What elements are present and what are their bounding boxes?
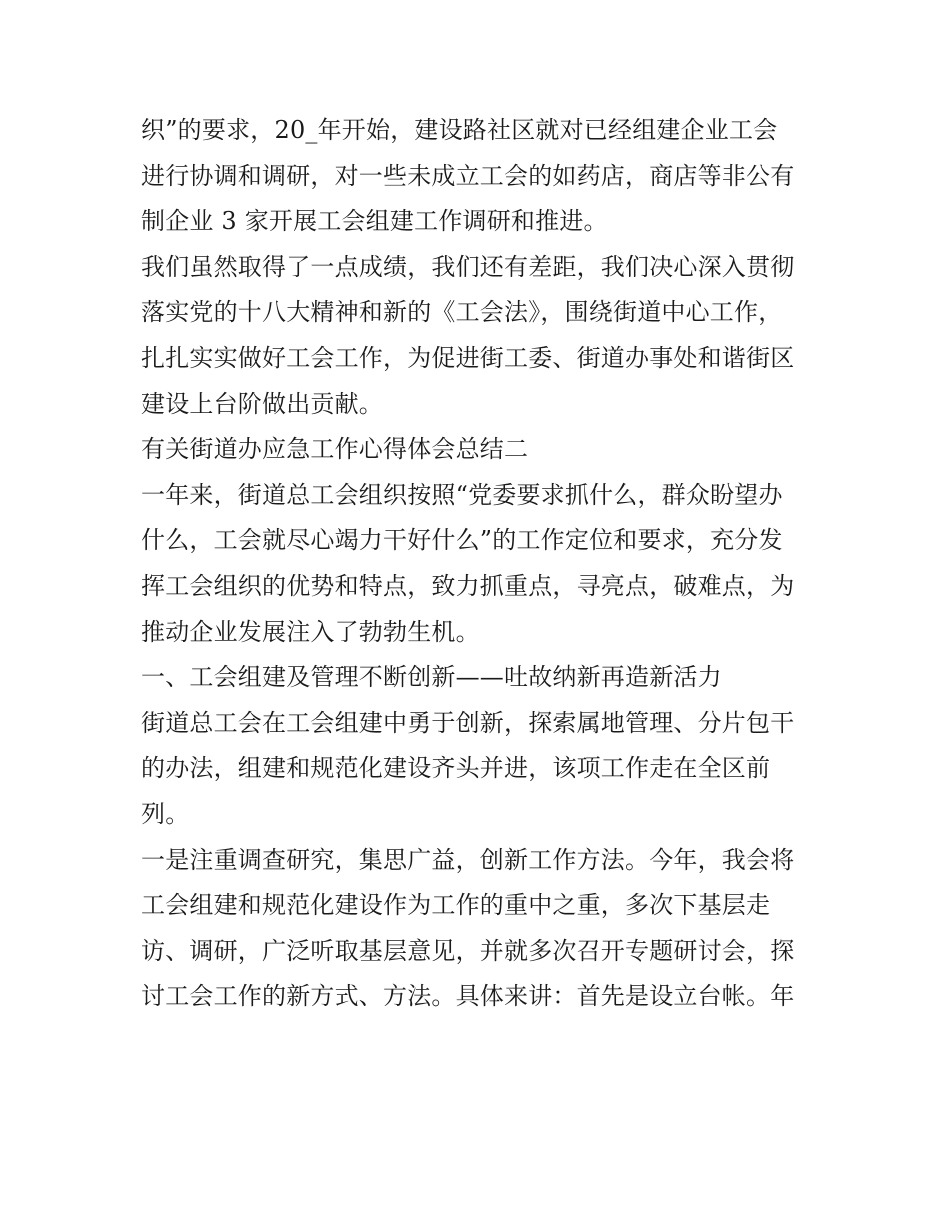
paragraph-line: 织”的要求，20_年开始，建设路社区就对已经组建企业工会 [141,116,778,144]
paragraph-line: 我们虽然取得了一点成绩，我们还有差距，我们决心深入贯彻 [141,252,795,281]
paragraph-line: 什么，工会就尽心竭力干好什么”的工作定位和要求，充分发 [141,526,783,555]
paragraph-line: 列。 [141,799,190,828]
paragraph-line: 挥工会组织的优势和特点，致力抓重点，寻亮点，破难点，为 [141,571,795,600]
paragraph-line: 进行协调和调研，对一些未成立工会的如药店，商店等非公有 [141,161,795,190]
paragraph-line: 一年来，街道总工会组织按照“党委要求抓什么，群众盼望办 [141,480,783,509]
paragraph-line: 推动企业发展注入了勃勃生机。 [141,617,480,646]
paragraph-line: 的办法，组建和规范化建设齐头并进，该项工作走在全区前 [141,754,771,783]
paragraph-line: 落实党的十八大精神和新的《工会法》，围绕街道中心工作， [141,298,783,327]
paragraph-line: 建设上台阶做出贡献。 [141,389,383,418]
paragraph-line: 街道总工会在工会组建中勇于创新，探索属地管理、分片包干 [141,708,795,737]
section-title: 有关街道办应急工作心得体会总结二 [141,435,529,464]
paragraph-line: 扎扎实实做好工会工作，为促进街工委、街道办事处和谐街区 [141,343,795,372]
paragraph-line: 工会组建和规范化建设作为工作的重中之重，多次下基层走 [141,891,771,920]
paragraph-line: 制企业 3 家开展工会组建工作调研和推进。 [141,207,608,236]
paragraph-line: 访、调研，广泛听取基层意见，并就多次召开专题研讨会，探 [141,936,795,965]
paragraph-line: 一是注重调查研究，集思广益，创新工作方法。今年，我会将 [141,845,795,874]
document-body [141,108,831,1020]
paragraph-line: 讨工会工作的新方式、方法。具体来讲：首先是设立台帐。年 [141,982,795,1011]
section-heading: 一、工会组建及管理不断创新——吐故纳新再造新活力 [141,663,722,692]
